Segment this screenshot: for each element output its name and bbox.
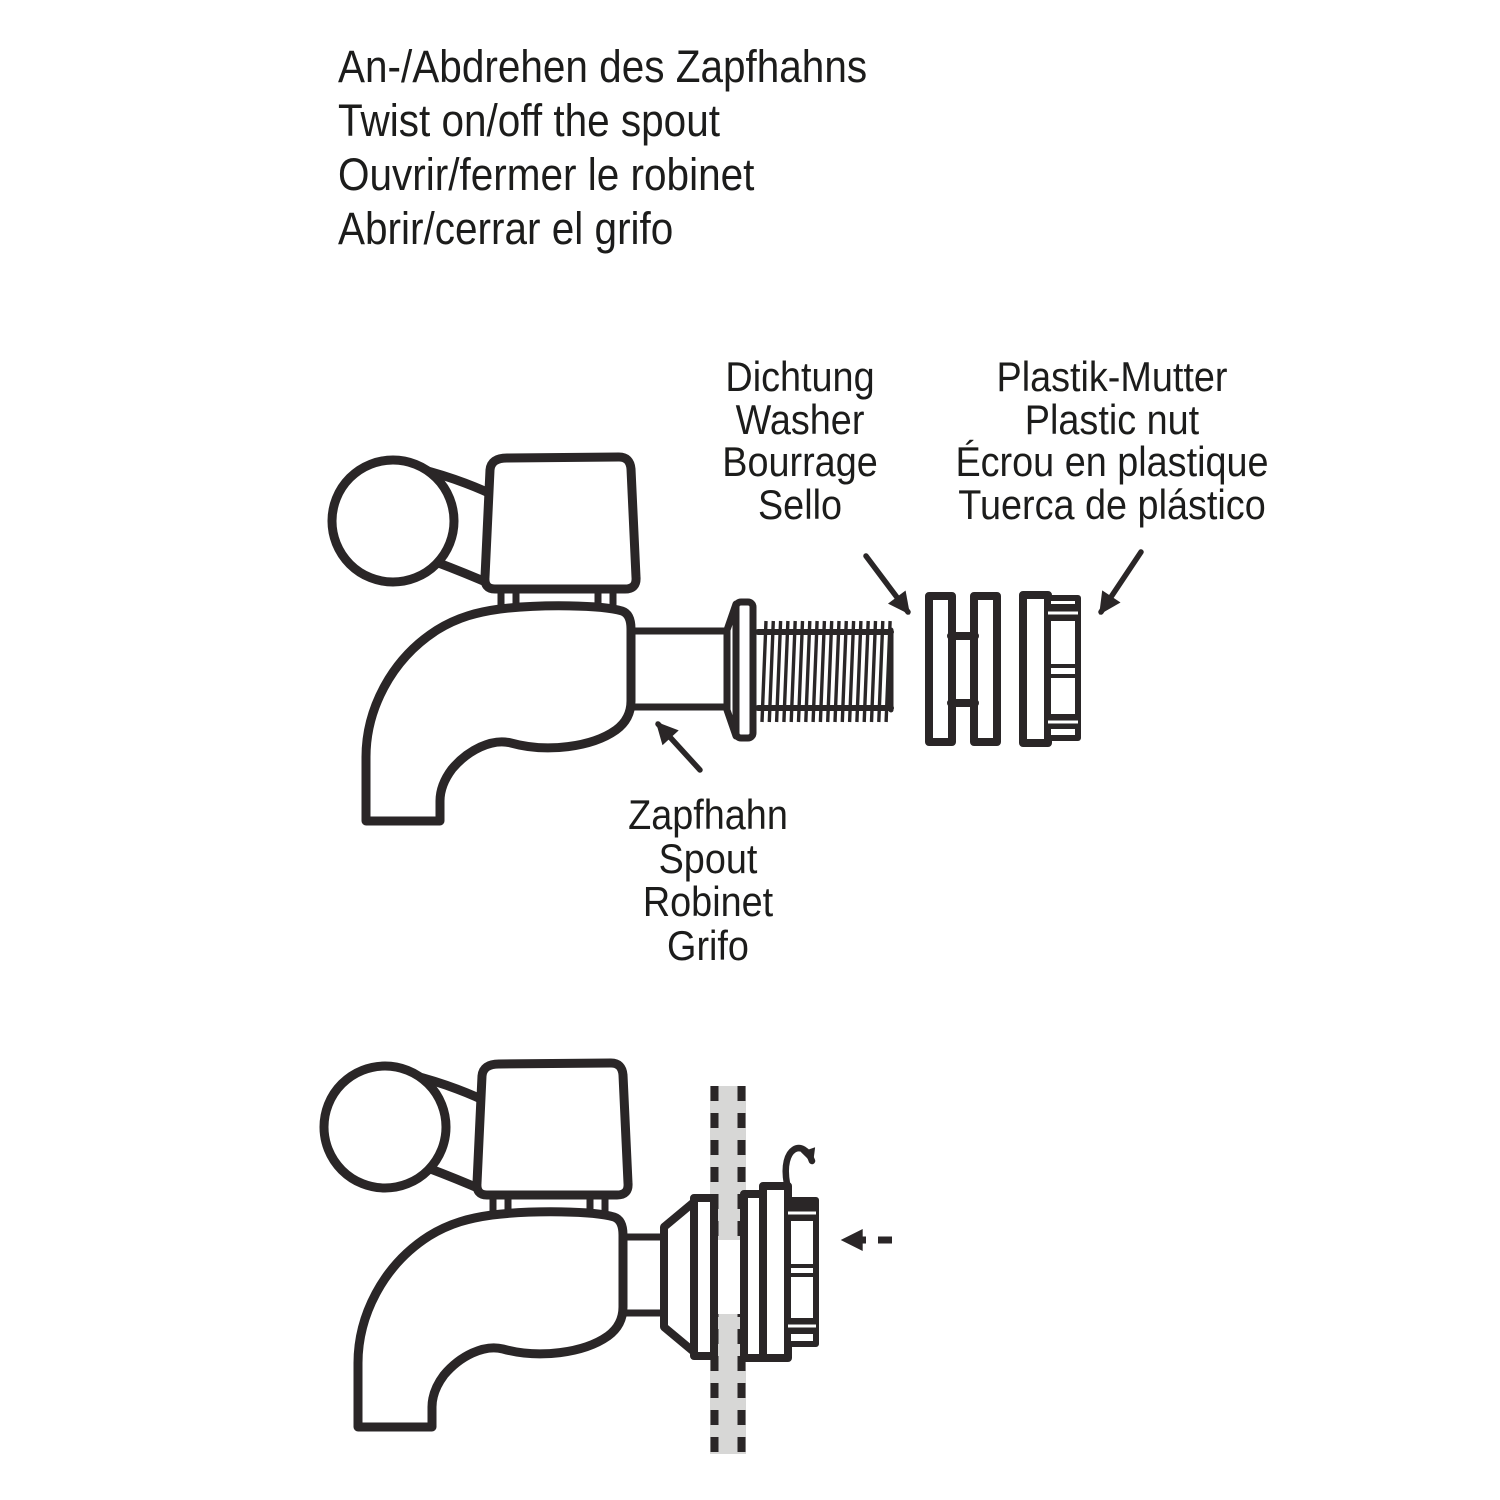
tap-neck — [628, 631, 728, 707]
title-block — [338, 40, 986, 256]
tap-flange-disc — [736, 602, 753, 738]
nut-pointer-arrow — [1101, 552, 1141, 612]
spout-label-en: Spout — [658, 834, 758, 882]
nut-label-de: Plastik-Mutter — [996, 353, 1228, 400]
title-line-de: An-/Abdrehen des Zapfhahns — [338, 41, 868, 92]
nut-label-fr: Écrou en plastique — [955, 438, 1269, 485]
spout-label — [483, 793, 933, 967]
spout-label-fr: Robinet — [642, 878, 774, 925]
tap-flange-assembled — [664, 1202, 694, 1352]
nut-label-en: Plastic nut — [1024, 395, 1200, 443]
nut-flange-plate — [1023, 595, 1048, 743]
washer-assembled — [694, 1198, 714, 1356]
washer-pointer-arrow — [866, 556, 908, 612]
plastic-nut-label — [887, 353, 1337, 528]
washer-label-en: Washer — [735, 395, 865, 443]
washer-label-fr: Bourrage — [722, 438, 878, 485]
rotation-arrow-icon — [786, 1148, 812, 1184]
washer-label-de: Dichtung — [725, 353, 875, 400]
assembled-view-figure — [324, 1063, 892, 1454]
spout-label-de: Zapfhahn — [628, 791, 788, 838]
nut-label-es: Tuerca de plástico — [958, 480, 1266, 528]
washer-label-es: Sello — [757, 480, 843, 528]
washer-left-ring — [929, 596, 952, 742]
title-line-es: Abrir/cerrar el grifo — [338, 203, 674, 254]
washer-right-ring — [974, 596, 997, 742]
nut-flange-plate-assembled — [763, 1186, 788, 1358]
tap-neck-assembled — [623, 1237, 665, 1313]
title-line-en: Twist on/off the spout — [338, 95, 720, 146]
title-line-fr: Ouvrir/fermer le robinet — [338, 149, 755, 200]
tap-figure-bottom — [324, 1063, 628, 1427]
spout-pointer-arrow — [658, 724, 700, 770]
spout-label-es: Grifo — [667, 921, 749, 969]
